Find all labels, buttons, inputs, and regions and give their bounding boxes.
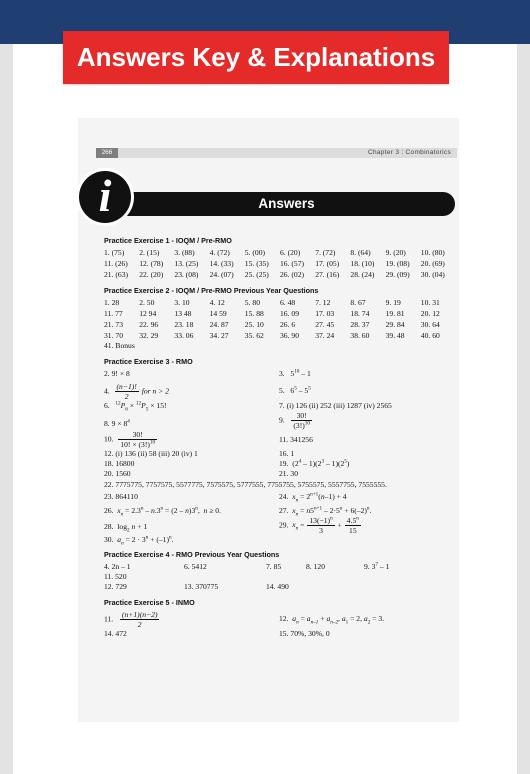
pe2-answer: 12 94 [139,309,157,318]
pe5-a14: 14. 472 [104,629,127,638]
pe3-grid-2 [104,492,456,545]
pe1-answer: 10. (80) [420,248,445,257]
pe1-answer: 26. (02) [280,270,305,279]
pe2-answer: 2. 50 [139,298,155,307]
pe1-answer: 29. (09) [385,270,410,279]
pe1-answer: 16. (57) [280,259,305,268]
pe1-answer: 20. (69) [420,259,445,268]
pe4-answer: 4. 2n – 1 [104,562,131,571]
pe1-answer: 28. (24) [350,270,375,279]
pe2-answer: 19. 81 [385,309,405,318]
pe3-a16: 16. 1 [279,449,295,458]
pe2-answer: 28. 37 [350,320,370,329]
pe2-answer: 5. 80 [244,298,260,307]
pe2-answer: 33. 06 [174,331,194,340]
pe1-answer: 24. (07) [209,270,234,279]
pe5-grid [104,610,456,639]
pe3-a18: 18. 16800 [104,459,135,468]
pe3-a10: 10. $\frac{30!}{10! \times (3!)^{10}}$ [104,430,156,449]
pe2-answer: 37. 24 [315,331,335,340]
pe3-a7: 7. (i) 126 (ii) 252 (iii) 1287 (iv) 2565 [279,401,392,410]
pe2-answer: 23. 18 [174,320,194,329]
pe1-answer: 8. (64) [350,248,371,257]
pe2-title: Practice Exercise 2 - IOQM / Pre-RMO Previous Year Questions [104,286,319,295]
pe4-answer: 6. 5412 [184,562,207,571]
pe2-answer: 10. 31 [420,298,440,307]
pe3-title: Practice Exercise 3 - RMO [104,357,193,366]
pe2-answer: 15. 88 [244,309,264,318]
pe4-answer: 11. 520 [104,572,127,581]
banner-title: Answers Key & Explanations [63,31,449,84]
pe3-a11: 11. 341256 [279,435,313,444]
pe2-answer: 20. 12 [420,309,440,318]
pe2-answer: 25. 10 [244,320,264,329]
pe4-row-2 [104,582,456,592]
pe3-a24: 24. $x_n = 2^{n+1}(n-1) + 4$ [279,491,347,504]
pe2-answer: 17. 03 [315,309,335,318]
answers-heading: Answers [258,196,315,211]
pe2-grid [104,298,456,341]
pe4-row-1 [104,562,456,582]
page-number: 266 [96,148,118,158]
pe1-answer: 14. (33) [209,259,234,268]
pe1-answer: 15. (35) [244,259,269,268]
pe1-answer: 3. (88) [174,248,195,257]
pe3-a2: 2. 9! × 8 [104,369,130,378]
pe5-title: Practice Exercise 5 - INMO [104,598,195,607]
pe1-answer: 23. (08) [174,270,199,279]
pe1-answer: 22. (20) [139,270,164,279]
pe2-answer: 9. 19 [385,298,401,307]
pe1-answer: 17. (05) [315,259,340,268]
pe2-answer: 22. 96 [139,320,159,329]
pe1-answer: 13. (25) [174,259,199,268]
pe1-title: Practice Exercise 1 - IOQM / Pre-RMO [104,236,232,245]
pe2-answer: 13 48 [174,309,192,318]
chapter-title: Chapter 3 : Combinatorics [367,149,451,156]
pe4-title: Practice Exercise 4 - RMO Previous Year Questions [104,550,280,559]
pe3-a3: 3. $5^{10} - 1$ [279,368,311,378]
answers-content [104,232,456,639]
pe2-answer: 39. 48 [385,331,405,340]
pe1-answer: 27. (16) [315,270,340,279]
pe3-a20: 20. 1560 [104,469,131,478]
pe3-a27: 27. $x_n = n5^{n+1} - 2\cdot 5^n + 6(-2)^n$. [279,505,372,518]
left-margin [0,44,13,774]
pe2-answer: 31. 70 [104,331,123,340]
pe4-answer: 12. 729 [104,582,127,591]
pe2-answer: 32. 29 [139,331,159,340]
page-header [96,148,457,158]
pe2-answer: 7. 12 [315,298,331,307]
pe4-answer: 14. 490 [266,582,289,591]
pe4-answer: 7. 85 [266,562,282,571]
right-margin [517,44,530,774]
pe1-answer: 5. (00) [244,248,266,257]
pe1-answer: 19. (08) [385,259,410,268]
pe2-answer: 40. 60 [420,331,440,340]
pe4-answer: 9. $3^7 - 1$ [364,561,390,571]
pe5-a15: 15. 70%, 30%, 0 [279,629,330,638]
pe3-a26: 26. $x_n = 2.3^n - n.3^n = (2 - n)3^n$, n ≥ 0. [104,505,222,518]
pe3-a9: 9. $\frac{30!}{(3!)^{10}}$ [279,411,310,430]
pe3-grid [104,369,456,479]
pe2-answer: 24. 87 [209,320,229,329]
pe2-answer: 38. 60 [350,331,370,340]
pe2-answer: 3. 10 [174,298,190,307]
pe1-answer: 30. (04) [420,270,445,279]
pe2-answer: 35. 62 [244,331,264,340]
pe3-a6: 6. $^{12}P_6 \times ^{12}P_5 \times 15$! [104,400,167,413]
pe3-a21: 21. 30 [279,469,298,478]
pe1-grid [104,248,456,280]
pe2-answer: 36. 90 [280,331,299,340]
pe2-answer: 11. 77 [104,309,123,318]
pe1-answer: 11. (26) [104,259,128,268]
pe1-answer: 25. (25) [244,270,269,279]
pe1-answer: 12. (78) [139,259,164,268]
pe1-answer: 2. (15) [139,248,160,257]
pe1-answer: 1. (75) [104,248,125,257]
pe3-a29: 29. $x_n$ = $\frac{13(-1)^n}{3}$ + $\frac{4.5^n}{15}$ [279,515,359,535]
pe5-a12: 12. $a_n = a_{n-1} + a_{n-2}$, $a_1 = 2$, $a_2 = 3$. [279,614,385,626]
pe2-last: 41. Bonus [104,341,135,350]
pe2-answer: 14 59 [209,309,227,318]
pe2-answer: 8. 67 [350,298,366,307]
pe2-answer: 16. 09 [280,309,299,318]
info-icon-glyph: i [98,170,112,221]
pe3-a28: 28. $\log_2 n + 1$ [104,522,148,534]
pe2-answer: 1. 28 [104,298,120,307]
pe1-answer: 9. (20) [385,248,406,257]
pe3-a4: 4. $\frac{(n-1)!}{2}$ for n > 2 [104,382,169,401]
pe3-a30: 30. $a_n = 2 \cdot 3^n + (-1)^n$. [104,534,174,547]
answers-heading-bar [108,192,455,216]
pe2-answer: 18. 74 [350,309,370,318]
pe4-answer: 8. 120 [306,562,325,571]
pe2-answer: 27. 45 [315,320,335,329]
pe3-a5: 5. $6^5 - 5^5$ [279,385,311,395]
pe1-answer: 21. (63) [104,270,129,279]
pe1-answer: 18. (10) [350,259,375,268]
pe2-answer: 21. 73 [104,320,123,329]
pe4-answer: 13. 370775 [184,582,219,591]
pe3-a19: 19. $(2^4 - 1)(2^3 - 1)(2^5)$ [279,458,350,468]
pe2-answer: 6. 48 [280,298,296,307]
pe2-answer: 34. 27 [209,331,229,340]
pe2-answer: 29. 84 [385,320,405,329]
pe3-a22: 22. 7775775, 7757575, 5577775, 7575575, 5777555, 7755755, 5755575, 5557755, 7555555. [104,480,387,489]
pe3-a12: 12. (i) 136 (ii) 58 (iii) 20 (iv) 1 [104,449,198,458]
pe5-a11: 11. $\frac{(n+1)(n-2)}{2}$ [104,610,158,629]
pe3-a23: 23. 864110 [104,492,138,501]
pe2-answer: 4. 12 [209,298,225,307]
pe3-a8: 8. $9 \times 8^4$ [104,418,130,428]
pe1-answer: 4. (72) [209,248,230,257]
pe1-answer: 6. (20) [280,248,301,257]
pe2-answer: 30. 64 [420,320,440,329]
pe2-answer: 26. 6 [280,320,296,329]
pe1-answer: 7. (72) [315,248,336,257]
